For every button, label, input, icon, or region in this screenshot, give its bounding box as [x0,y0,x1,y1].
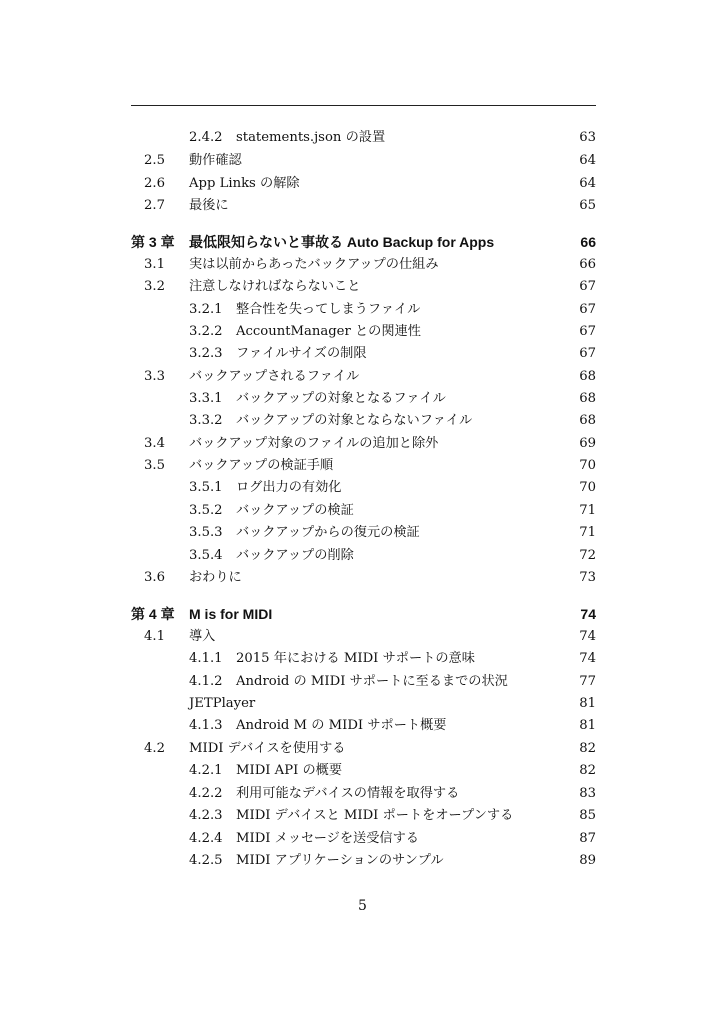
toc-number: 4.2.3 [189,808,223,823]
toc-page: 85 [579,808,596,823]
toc-title: 2015 年における MIDI サポートの意味 [236,651,475,666]
toc-page: 71 [579,503,596,518]
toc-title: 最低限知らないと事故る Auto Backup for Apps [189,234,495,250]
toc-chapter [0,604,725,624]
toc-number: 3.3.1 [189,391,223,406]
toc-page: 81 [579,696,596,711]
toc-page: 89 [579,853,596,868]
toc-title: バックアップの検証手順 [189,458,334,473]
toc-entry [0,367,725,387]
toc-title: おわりに [189,570,242,585]
toc-number: 4.2 [144,741,165,756]
toc-title: MIDI デバイスを使用する [189,741,346,756]
toc-entry [0,128,725,148]
toc-page: 66 [580,234,596,250]
toc-page: 74 [579,629,596,644]
toc-number: 3.2.1 [189,302,223,317]
toc-title: MIDI API の概要 [236,763,343,778]
toc-page: 74 [579,651,596,666]
toc-title: 動作確認 [189,153,242,168]
toc-entry [0,806,725,826]
header-rule [131,105,596,106]
toc-entry [0,196,725,216]
toc-title: バックアップの対象とならないファイル [236,413,473,428]
page-number: 5 [358,898,367,914]
toc-entry [0,546,725,566]
toc-page: 70 [579,458,596,473]
toc-number: 3.3.2 [189,413,223,428]
toc-page: 63 [579,130,596,145]
toc-entry [0,456,725,476]
toc-number: 3.4 [144,436,165,451]
toc-title: バックアップされるファイル [189,369,360,384]
toc-entry [0,389,725,409]
toc-title: MIDI アプリケーションのサンプル [236,853,444,868]
toc-title: AccountManager との関連性 [236,324,421,339]
toc-page: 64 [579,176,596,191]
toc-entry [0,784,725,804]
toc-title: 注意しなければならないこと [189,279,361,294]
toc-title: バックアップからの復元の検証 [236,525,420,540]
toc-entry [0,434,725,454]
toc-entry [0,277,725,297]
toc-number: 4.2.1 [189,763,223,778]
toc-number: 4.1.1 [189,651,223,666]
toc-title: ログ出力の有効化 [236,480,342,495]
toc-page: 81 [579,718,596,733]
toc-page: 72 [579,548,596,563]
toc-number: 4.1.2 [189,674,223,689]
toc-number: 4.2.2 [189,786,223,801]
toc-entry [0,694,725,714]
toc-number: 2.6 [144,176,165,191]
toc-page: 70 [579,480,596,495]
toc-page: 67 [579,279,596,294]
toc-number: 3.3 [144,369,165,384]
toc-page: 64 [579,153,596,168]
toc-page: 67 [579,302,596,317]
toc-title: バックアップの対象となるファイル [236,391,446,406]
toc-number: 3.6 [144,570,165,585]
toc-title: MIDI メッセージを送受信する [236,831,419,846]
toc-title: statements.json の設置 [236,130,386,145]
toc-title: 利用可能なデバイスの情報を取得する [236,786,460,801]
toc-entry [0,672,725,692]
toc-number: 3.1 [144,257,165,272]
toc-title: バックアップ対象のファイルの追加と除外 [189,436,439,451]
toc-entry [0,739,725,759]
toc-number: 3.5 [144,458,165,473]
toc-title: Android の MIDI サポートに至るまでの状況 [236,674,508,689]
toc-entry [0,411,725,431]
toc-title: 整合性を失ってしまうファイル [236,302,421,317]
toc-entry [0,649,725,669]
toc-entry [0,523,725,543]
toc-page: 73 [579,570,596,585]
toc-title: Android M の MIDI サポート概要 [236,718,447,733]
toc-entry [0,627,725,647]
toc-entry [0,151,725,171]
toc-title: ファイルサイズの制限 [236,346,367,361]
toc-page: 77 [579,674,596,689]
toc-number: 4.2.4 [189,831,223,846]
toc-entry [0,300,725,320]
toc-title: 導入 [189,629,216,644]
toc-page: 87 [579,831,596,846]
toc-entry [0,829,725,849]
toc-title: 最後に [189,198,229,213]
toc-page: 69 [579,436,596,451]
toc-number: 3.2 [144,279,165,294]
toc-page: 82 [579,763,596,778]
toc-number: 2.4.2 [189,130,223,145]
toc-page: 68 [579,369,596,384]
toc-number: 3.2.3 [189,346,223,361]
toc-number: 3.5.3 [189,525,223,540]
toc-entry [0,255,725,275]
toc-page: 68 [579,391,596,406]
toc-title: M is for MIDI [189,606,273,622]
toc-page: 66 [579,257,596,272]
toc-number: 第 4 章 [131,606,175,622]
toc-title: App Links の解除 [189,176,300,191]
toc-entry [0,851,725,871]
toc-page: 74 [580,606,596,622]
toc-number: 4.1 [144,629,165,644]
toc-number: 2.7 [144,198,165,213]
toc-title: バックアップの削除 [236,548,354,563]
toc-entry [0,501,725,521]
toc-entry [0,761,725,781]
toc-number: 3.5.4 [189,548,223,563]
toc-page: 68 [579,413,596,428]
toc-page: 67 [579,346,596,361]
toc-page: 82 [579,741,596,756]
toc-number: 3.5.1 [189,480,223,495]
toc-page: 71 [579,525,596,540]
toc-entry [0,716,725,736]
toc-title: バックアップの検証 [236,503,354,518]
toc-number: 3.5.2 [189,503,223,518]
toc-entry [0,322,725,342]
toc-number: 3.2.2 [189,324,223,339]
toc-page: 65 [579,198,596,213]
toc-number: 4.2.5 [189,853,223,868]
toc-title: JETPlayer [189,696,256,711]
toc-entry [0,344,725,364]
toc-number: 2.5 [144,153,165,168]
toc-page: 67 [579,324,596,339]
toc-entry [0,568,725,588]
toc-title: 実は以前からあったバックアップの仕組み [189,257,439,272]
toc-entry [0,478,725,498]
toc-number: 4.1.3 [189,718,223,733]
toc-entry [0,174,725,194]
toc-number: 第 3 章 [131,234,175,250]
toc-page: 83 [579,786,596,801]
toc-chapter [0,232,725,252]
toc-title: MIDI デバイスと MIDI ポートをオープンする [236,808,514,823]
